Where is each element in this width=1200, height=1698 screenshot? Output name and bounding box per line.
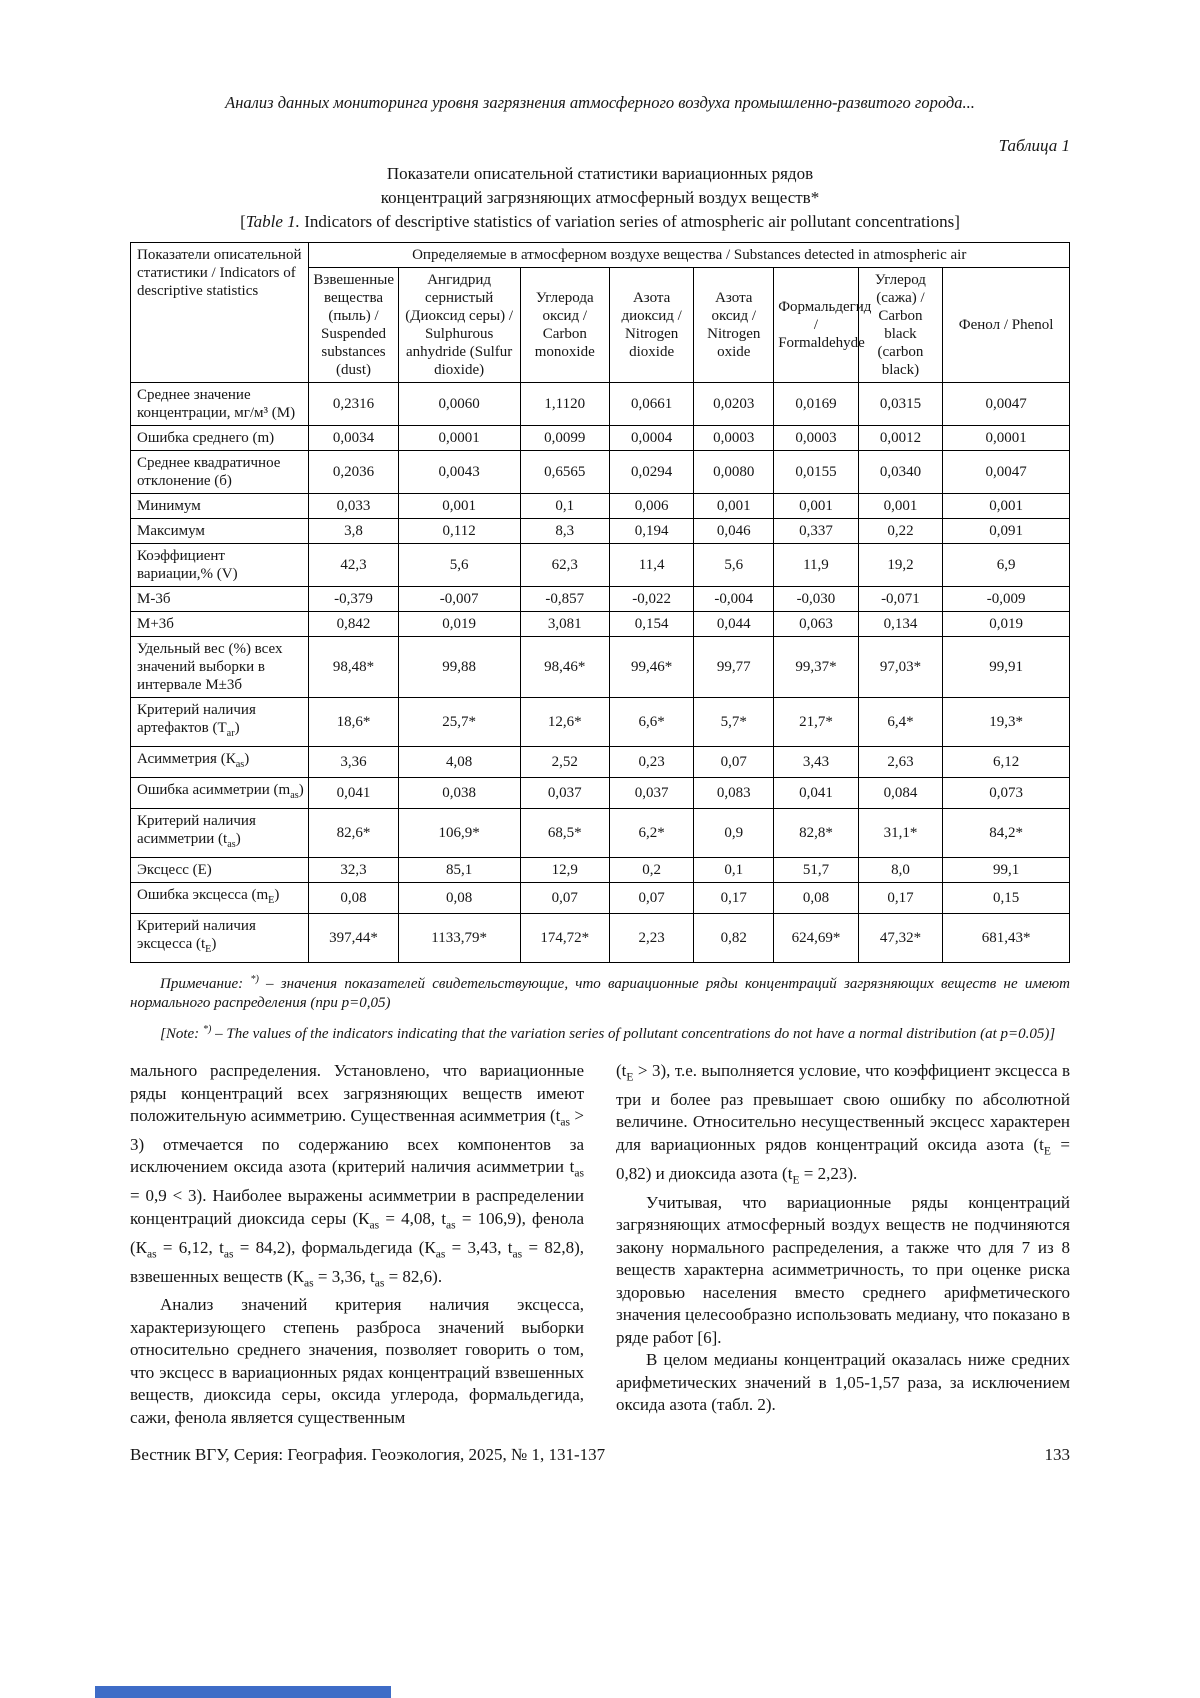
table-cell: 0,0294 (609, 451, 694, 494)
row-label: Критерий наличия эксцесса $(t_Е)$ (131, 914, 309, 963)
table-cell: 99,1 (943, 858, 1070, 883)
row-label: Асимметрия $(К_{as})$ (131, 747, 309, 778)
table-cell: 0,07 (609, 883, 694, 914)
table-cell: 2,52 (520, 747, 609, 778)
table-cell: 85,1 (398, 858, 520, 883)
table-cell: 0,2 (609, 858, 694, 883)
table-cell: 0,9 (694, 809, 774, 858)
table-cell: 82,8* (774, 809, 859, 858)
table-cell: 8,3 (520, 519, 609, 544)
table-cell: -0,004 (694, 587, 774, 612)
table-row (131, 698, 1070, 747)
table-row (131, 883, 1070, 914)
table-cell: 0,0155 (774, 451, 859, 494)
table-cell: 0,0001 (943, 426, 1070, 451)
table-cell: 84,2* (943, 809, 1070, 858)
note-ru: Примечание: *) – значения показателей свидетельствующие, что вариационные ряды концентраций загрязняющих веществ не имеют нормального распределения (при p=0,05) (130, 974, 1070, 1011)
table-cell: 0,0043 (398, 451, 520, 494)
table-row (131, 544, 1070, 587)
row-label: Ошибка эксцесса $(m_Е)$ (131, 883, 309, 914)
stats-table (130, 242, 1070, 963)
row-label: М-3б (131, 587, 309, 612)
paragraph: В целом медианы концентраций оказалась ниже средних арифметических значений в 1,05-1,57 раза, за исключением оксида азота (табл. 2). (616, 1350, 1070, 1415)
table-title-ru-line1: Показатели описательной статистики вариационных рядов (386, 164, 814, 183)
table-row (131, 858, 1070, 883)
table-row (131, 587, 1070, 612)
column-header-1: Взвешенные вещества (пыль) / Suspended substances (dust) (309, 268, 398, 383)
table-cell: 5,7* (694, 698, 774, 747)
table-cell: 6,12 (943, 747, 1070, 778)
table-cell: 0,17 (694, 883, 774, 914)
table-cell: 0,112 (398, 519, 520, 544)
row-label: Максимум (131, 519, 309, 544)
table-row (131, 519, 1070, 544)
header-row-1 (131, 243, 1070, 268)
table-cell: 0,0203 (694, 383, 774, 426)
row-label: Ошибка асимметрии $(m_{as})$ (131, 778, 309, 809)
table-cell: 0,063 (774, 612, 859, 637)
stats-table-body (131, 383, 1070, 963)
table-row (131, 451, 1070, 494)
column-header-2: Ангидрид сернистый (Диоксид серы) / Sulphurous anhydride (Sulfur dioxide) (398, 268, 520, 383)
stats-table-head (131, 243, 1070, 383)
table-cell: 0,001 (694, 494, 774, 519)
table-cell: 0,08 (398, 883, 520, 914)
column-header-6: Формальдегид / Formaldehyde (774, 268, 859, 383)
table-cell: 0,0001 (398, 426, 520, 451)
table-cell: 51,7 (774, 858, 859, 883)
row-label: Среднее значение концентрации, мг/м³ (М) (131, 383, 309, 426)
table-cell: 397,44* (309, 914, 398, 963)
table-cell: 0,2036 (309, 451, 398, 494)
row-label: Эксцесс (Е) (131, 858, 309, 883)
table-cell: 5,6 (398, 544, 520, 587)
table-cell: 681,43* (943, 914, 1070, 963)
table-row (131, 612, 1070, 637)
table-cell: 11,4 (609, 544, 694, 587)
table-cell: 97,03* (858, 637, 943, 698)
table-cell: 0,037 (609, 778, 694, 809)
table-cell: 2,23 (609, 914, 694, 963)
row-label: Среднее квадратичное отклонение (б) (131, 451, 309, 494)
table-cell: 3,081 (520, 612, 609, 637)
table-cell: 0,0080 (694, 451, 774, 494)
table-cell: 8,0 (858, 858, 943, 883)
table-cell: 0,07 (520, 883, 609, 914)
table-cell: 0,1 (694, 858, 774, 883)
table-cell: 62,3 (520, 544, 609, 587)
table-cell: 0,038 (398, 778, 520, 809)
table-cell: 0,0003 (774, 426, 859, 451)
table-cell: 0,0315 (858, 383, 943, 426)
table-cell: -0,071 (858, 587, 943, 612)
column-header-4: Азота диоксид / Nitrogen dioxide (609, 268, 694, 383)
table-cell: 19,2 (858, 544, 943, 587)
table-cell: 0,08 (309, 883, 398, 914)
table-row (131, 637, 1070, 698)
table-cell: 0,041 (774, 778, 859, 809)
table-cell: 0,0012 (858, 426, 943, 451)
table-cell: 5,6 (694, 544, 774, 587)
table-cell: 0,842 (309, 612, 398, 637)
table-cell: 1,1120 (520, 383, 609, 426)
row-label: Коэффициент вариации,% (V) (131, 544, 309, 587)
table-row (131, 426, 1070, 451)
table-cell: 98,46* (520, 637, 609, 698)
running-head: Анализ данных мониторинга уровня загрязнения атмосферного воздуха промышленно-развитого города... (225, 93, 975, 112)
table-cell: 0,17 (858, 883, 943, 914)
table-cell: 4,08 (398, 747, 520, 778)
column-header-8: Фенол / Phenol (943, 268, 1070, 383)
table-cell: 0,044 (694, 612, 774, 637)
row-label: Ошибка среднего (m) (131, 426, 309, 451)
table-cell: 0,046 (694, 519, 774, 544)
table-cell: 0,0004 (609, 426, 694, 451)
row-label: Критерий наличия асимметрии $(t_{as})$ (131, 809, 309, 858)
table-cell: 3,36 (309, 747, 398, 778)
table-cell: 12,6* (520, 698, 609, 747)
table-cell: 3,8 (309, 519, 398, 544)
table-cell: 0,0340 (858, 451, 943, 494)
table-cell: 0,08 (774, 883, 859, 914)
column-header-3: Углерода оксид / Carbon monoxide (520, 268, 609, 383)
table-title (130, 162, 1070, 234)
table-cell: 12,9 (520, 858, 609, 883)
table-cell: 0,6565 (520, 451, 609, 494)
table-cell: 0,82 (694, 914, 774, 963)
table-cell: 19,3* (943, 698, 1070, 747)
table-cell: 99,37* (774, 637, 859, 698)
table-cell: 99,88 (398, 637, 520, 698)
column-header-5: Азота оксид / Nitrogen oxide (694, 268, 774, 383)
table-cell: 0,091 (943, 519, 1070, 544)
bottom-blue-bar (95, 1686, 391, 1698)
table-cell: 6,6* (609, 698, 694, 747)
table-cell: 0,0169 (774, 383, 859, 426)
table-row (131, 383, 1070, 426)
table-cell: 0,037 (520, 778, 609, 809)
table-row (131, 494, 1070, 519)
table-cell: 0,033 (309, 494, 398, 519)
table-cell: 0,23 (609, 747, 694, 778)
paragraph: мального распределения. Установлено, что вариационные ряды концентраций всех загрязняющих веществ имеют положительную асимметрию. Существенная асимметрия $(t_{as} > 3)$ отмечается по содержанию всех компонентов за исключением оксида азота (критерий наличия асимметрии $t_{as} = 0,9 < 3$). Наиболее выражены асимметрии в распределении концентраций диоксида серы ($К_{as} = 4,08$, $t_{as} = 106,9$), фенола ($К_{as} = 6,12$, $t_{as} = 84,2$), формальдегида ($К_{as} = 3,43$, $t_{as} = 82,8$), взвешенных веществ ($К_{as} = 3,36$, $t_{as} = 82,6$). (130, 1061, 585, 1289)
row-label: Минимум (131, 494, 309, 519)
table-cell: 21,7* (774, 698, 859, 747)
table-cell: 0,083 (694, 778, 774, 809)
row-label: М+3б (131, 612, 309, 637)
table-cell: 0,084 (858, 778, 943, 809)
table-cell: 174,72* (520, 914, 609, 963)
table-cell: 0,0003 (694, 426, 774, 451)
table-cell: 0,194 (609, 519, 694, 544)
table-cell: 106,9* (398, 809, 520, 858)
paragraph: Анализ значений критерия наличия эксцесса, характеризующего степень разброса значений выборки относительно среднего значения, позволяет говорить о том, что эксцесс в вариационных рядах концентраций взвешенных веществ, диоксида серы, оксида углерода, формальдегида, сажи, фенола является существенным (130, 1295, 584, 1427)
table-cell: 0,001 (774, 494, 859, 519)
table-cell: -0,030 (774, 587, 859, 612)
table-cell: 0,073 (943, 778, 1070, 809)
table-cell: 0,0034 (309, 426, 398, 451)
table-cell: 11,9 (774, 544, 859, 587)
table-cell: 0,337 (774, 519, 859, 544)
body-right-column (616, 1060, 1070, 1429)
table-cell: 31,1* (858, 809, 943, 858)
table-cell: 0,0060 (398, 383, 520, 426)
table-row (131, 747, 1070, 778)
table-cell: 0,154 (609, 612, 694, 637)
table-cell: 0,001 (858, 494, 943, 519)
table-cell: 3,43 (774, 747, 859, 778)
table-cell: 0,07 (694, 747, 774, 778)
table-cell: 624,69* (774, 914, 859, 963)
table-cell: 98,48* (309, 637, 398, 698)
table-cell: 0,0047 (943, 383, 1070, 426)
table-cell: 0,134 (858, 612, 943, 637)
body-left-column (130, 1060, 584, 1429)
note-en: [Note: *) – The values of the indicators indicating that the variation series of pollutant concentrations do not have a normal distribution (at p=0.05)] (160, 1024, 1056, 1042)
table-cell: -0,009 (943, 587, 1070, 612)
table-row (131, 809, 1070, 858)
table-cell: -0,022 (609, 587, 694, 612)
table-cell: 0,041 (309, 778, 398, 809)
table-cell: 25,7* (398, 698, 520, 747)
table-cell: 99,91 (943, 637, 1070, 698)
table-number: Таблица 1 (998, 136, 1070, 155)
footer-journal: Вестник ВГУ, Серия: География. Геоэкология, 2025, № 1, 131-137 (130, 1445, 606, 1464)
table-cell: 68,5* (520, 809, 609, 858)
body-columns (130, 1060, 1070, 1429)
table-corner-header: Показатели описательной статистики / Indicators of descriptive statistics (131, 243, 309, 383)
table-cell: 2,63 (858, 747, 943, 778)
table-cell: 32,3 (309, 858, 398, 883)
row-label: Удельный вес (%) всех значений выборки в интервале М±3б (131, 637, 309, 698)
footer-page-number: 133 (1044, 1445, 1070, 1464)
table-cell: 47,32* (858, 914, 943, 963)
paragraph: $(t_E > 3)$, т.е. выполняется условие, что коэффициент эксцесса в три и более раз превышает свою ошибку по абсолютной величине. Относительно несущественный эксцесс характерен для вариационных рядов концентраций оксида азота $(t_E = 0,82)$ и диоксида азота $(t_E = 2,23)$. (616, 1061, 1070, 1187)
table-cell: 0,019 (943, 612, 1070, 637)
table-title-en: [Table 1. Indicators of descriptive statistics of variation series of atmospheric air pollutant concentrations] (240, 212, 960, 231)
table-cell: 0,0047 (943, 451, 1070, 494)
table-cell: 0,22 (858, 519, 943, 544)
page-footer (130, 1445, 1070, 1465)
table-cell: 0,15 (943, 883, 1070, 914)
row-label: Критерий наличия артефактов $(Т_{ar})$ (131, 698, 309, 747)
table-row (131, 778, 1070, 809)
table-cell: -0,857 (520, 587, 609, 612)
table-cell: -0,379 (309, 587, 398, 612)
table-cell: 82,6* (309, 809, 398, 858)
table-cell: 1133,79* (398, 914, 520, 963)
table-cell: 6,4* (858, 698, 943, 747)
paragraph: Учитывая, что вариационные ряды концентраций загрязняющих атмосферный воздух веществ не подчиняются закону нормального распределения, а также что для 7 из 8 веществ характерна асимметричность, то при оценке риска здоровью населения вместо среднего арифметического значения целесообразно использовать медиану, что показано в ряде работ [6]. (616, 1192, 1070, 1347)
table-title-ru-line2: концентраций загрязняющих атмосферный воздух веществ* (380, 188, 820, 207)
table-cell: 0,001 (398, 494, 520, 519)
table-cell: 0,0661 (609, 383, 694, 426)
table-row (131, 914, 1070, 963)
table-cell: 99,77 (694, 637, 774, 698)
table-cell: 99,46* (609, 637, 694, 698)
table-cell: 0,0099 (520, 426, 609, 451)
table-cell: 0,1 (520, 494, 609, 519)
table-cell: 6,2* (609, 809, 694, 858)
table-cell: 0,019 (398, 612, 520, 637)
table-cell: 0,006 (609, 494, 694, 519)
column-header-7: Углерод (сажа) / Carbon black (carbon black) (858, 268, 943, 383)
table-cell: 6,9 (943, 544, 1070, 587)
table-group-header: Определяемые в атмосферном воздухе вещества / Substances detected in atmospheric air (309, 243, 1070, 268)
table-cell: -0,007 (398, 587, 520, 612)
table-cell: 18,6* (309, 698, 398, 747)
table-cell: 42,3 (309, 544, 398, 587)
table-cell: 0,001 (943, 494, 1070, 519)
table-cell: 0,2316 (309, 383, 398, 426)
